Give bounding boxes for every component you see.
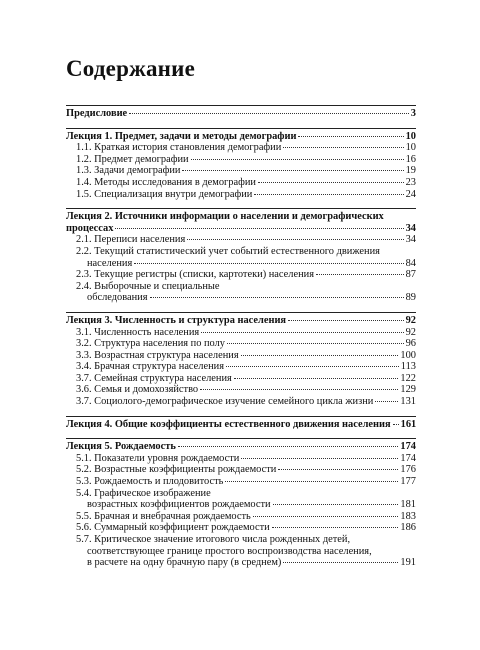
- toc-entry-lecture-page-number: 34: [405, 222, 416, 234]
- toc-entry-lecture-text-line: Лекция 2. Источники информации о населении и демографических: [66, 211, 384, 223]
- toc-entry-lecture-page-number: 92: [405, 314, 416, 326]
- toc-entry-subsection-page-number: 181: [400, 499, 416, 511]
- toc-entry-subsection-title: 1.3. Задачи демографии: [76, 165, 181, 177]
- toc-entry-subsection-title: 5.2. Возрастные коэффициенты рождаемости: [76, 464, 277, 476]
- dot-leader: [200, 389, 398, 390]
- toc-entry-preface-title: Предисловие: [66, 108, 128, 119]
- toc-entry-subsection[interactable]: [66, 258, 416, 270]
- toc-entry-subsection[interactable]: [66, 338, 416, 350]
- toc-entry-subsection[interactable]: [66, 292, 416, 304]
- dot-leader: [298, 136, 403, 137]
- dot-leader: [150, 297, 404, 298]
- dot-leader: [278, 469, 398, 470]
- toc-entry-subsection[interactable]: [66, 269, 416, 281]
- toc-entry-subsection-page-number: 129: [400, 384, 416, 396]
- toc-entry-lecture-page-number: 161: [400, 418, 417, 430]
- toc-entry-subsection[interactable]: [66, 350, 416, 362]
- toc-entry-subsection-page-number: 24: [405, 188, 416, 200]
- toc-entry-subsection[interactable]: [66, 384, 416, 396]
- dot-leader: [201, 332, 403, 333]
- toc-entry-subsection-title: в расчете на одну брачную пару (в среднем): [87, 557, 282, 569]
- dot-leader: [375, 401, 398, 402]
- toc-entry-subsection-title: 3.4. Брачная структура населения: [76, 361, 224, 373]
- toc-entry-lecture[interactable]: [66, 419, 416, 431]
- toc-entry-subsection-page-number: 92: [405, 326, 416, 338]
- toc-entry-lecture-title: Лекция 5. Рождаемость: [66, 441, 176, 453]
- dot-leader: [187, 239, 403, 240]
- toc-entry-subsection-page-number: 177: [400, 476, 416, 488]
- page-title: Содержание: [66, 56, 195, 81]
- toc-entry-subsection-title: 5.6. Суммарный коэффициент рождаемости: [76, 522, 270, 534]
- toc-entry-lecture[interactable]: [66, 223, 416, 235]
- toc-entry-subsection-title: 1.2. Предмет демографии: [76, 153, 189, 165]
- toc-entry-subsection-page-number: 16: [405, 153, 416, 165]
- toc-entry-subsection[interactable]: [66, 557, 416, 569]
- toc-entry-subsection-page-number: 183: [400, 510, 416, 522]
- dot-leader: [178, 446, 399, 447]
- toc-entry-subsection[interactable]: [66, 511, 416, 523]
- toc-entry-subsection-title: 5.3. Рождаемость и плодовитость: [76, 476, 224, 488]
- toc-entry-subsection-page-number: 186: [400, 522, 416, 534]
- toc-entry-subsection-title: 1.4. Методы исследования в демографии: [76, 176, 256, 188]
- toc-entry-preface-page-number: 3: [410, 108, 416, 119]
- toc-entry-subsection-title: 3.1. Численность населения: [76, 326, 200, 338]
- toc-entry-subsection-page-number: 10: [405, 142, 416, 154]
- toc-entry-lecture-title: Лекция 3. Численность и структура населения: [66, 314, 287, 326]
- toc-entry-subsection-title: 3.7. Семейная структура населения: [76, 372, 232, 384]
- toc-entry-subsection-page-number: 176: [400, 464, 416, 476]
- dot-leader: [316, 274, 404, 275]
- toc-entry-subsection-title: обследования: [87, 292, 148, 304]
- toc-entry-subsection-title: 2.3. Текущие регистры (списки, картотеки) населения: [76, 269, 314, 281]
- toc-section-lecture: [66, 439, 416, 577]
- toc-entry-subsection-page-number: 100: [400, 349, 416, 361]
- toc-entry-subsection-page-number: 131: [400, 396, 416, 408]
- toc-entry-subsection-title: 5.1. Показатели уровня рождаемости: [76, 452, 240, 464]
- toc-section-lecture: [66, 313, 416, 416]
- toc-entry-subsection[interactable]: [66, 142, 416, 154]
- toc-entry-lecture-page-number: 10: [405, 130, 416, 142]
- dot-leader: [393, 424, 399, 425]
- toc-section-lecture: [66, 209, 416, 312]
- toc-entry-lecture[interactable]: [66, 131, 416, 143]
- dot-leader: [241, 458, 398, 459]
- toc-entry-lecture-title: Лекция 1. Предмет, задачи и методы демографии: [66, 130, 297, 142]
- dot-leader: [134, 263, 403, 264]
- toc-entry-lecture[interactable]: [66, 441, 416, 453]
- toc-entry-subsection-text-line: 5.7. Критическое значение итогового числа рожденных детей,: [76, 534, 351, 545]
- dot-leader: [129, 113, 409, 114]
- toc-entry-preface[interactable]: [66, 108, 416, 120]
- toc-entry-subsection-text-line: 5.4. Графическое изображение: [76, 487, 211, 499]
- toc-entry-subsection-page-number: 191: [400, 557, 416, 569]
- dot-leader: [272, 527, 399, 528]
- toc-entry-subsection-title: возрастных коэффициентов рождаемости: [87, 499, 271, 511]
- toc-entry-subsection-text-line: соответствующее границе простого воспроизводства населения,: [87, 545, 372, 557]
- toc-entry-subsection[interactable]: [66, 154, 416, 166]
- toc-entry-subsection-page-number: 23: [405, 176, 416, 188]
- toc-entry-lecture[interactable]: [66, 315, 416, 327]
- toc-section-lecture: [66, 129, 416, 209]
- dot-leader: [254, 194, 403, 195]
- dot-leader: [283, 147, 403, 148]
- dot-leader: [226, 366, 399, 367]
- toc-entry-subsection[interactable]: [66, 396, 416, 408]
- toc-entry-lecture-title: процессах: [66, 222, 114, 234]
- dot-leader: [283, 562, 398, 563]
- toc-entry-subsection-page-number: 122: [400, 372, 416, 384]
- toc-entry-subsection[interactable]: [66, 453, 416, 465]
- dot-leader: [234, 378, 399, 379]
- toc-entry-subsection-title: 3.2. Структура населения по полу: [76, 338, 225, 350]
- toc-entry-subsection-page-number: 87: [405, 269, 416, 281]
- toc-entry-subsection-title: населения: [87, 257, 133, 269]
- toc-entry-subsection[interactable]: [66, 464, 416, 476]
- dot-leader: [241, 355, 399, 356]
- toc-entry-subsection-title: 2.1. Переписи населения: [76, 234, 186, 246]
- toc-entry-subsection-page-number: 34: [405, 234, 416, 246]
- dot-leader: [288, 320, 404, 321]
- toc-entry-lecture-title: Лекция 4. Общие коэффициенты естественного движения населения: [66, 418, 391, 430]
- toc-entry-subsection-page-number: 113: [400, 361, 416, 373]
- toc-entry-subsection[interactable]: [66, 373, 416, 385]
- toc-entry-subsection[interactable]: [66, 327, 416, 339]
- toc-entry-subsection-text-line: 2.2. Текущий статистический учет событий естественного движения: [76, 245, 380, 257]
- toc-section-lecture: [66, 417, 416, 439]
- toc-entry-subsection-title: 1.5. Специализация внутри демографии: [76, 188, 253, 200]
- dot-leader: [182, 170, 403, 171]
- toc-entry-lecture-page-number: 174: [400, 441, 416, 453]
- toc-entry-subsection[interactable]: [66, 361, 416, 373]
- toc-entry-subsection-title: 3.7. Социолого-демографическое изучение семейного цикла жизни: [76, 396, 374, 408]
- toc-entry-subsection-page-number: 96: [405, 338, 416, 350]
- toc-entry-subsection-page-number: 174: [400, 452, 416, 464]
- toc-entry-subsection-page-number: 84: [405, 257, 416, 269]
- toc-entry-subsection[interactable]: [66, 177, 416, 189]
- dot-leader: [258, 182, 404, 183]
- table-of-contents: [66, 105, 416, 577]
- toc-entry-subsection-title: 1.1. Краткая история становления демографии: [76, 142, 282, 154]
- toc-entry-subsection[interactable]: [66, 189, 416, 201]
- toc-entry-subsection-title: 5.5. Брачная и внебрачная рождаемость: [76, 510, 251, 522]
- toc-entry-subsection[interactable]: [66, 499, 416, 511]
- toc-entry-subsection-page-number: 19: [405, 165, 416, 177]
- dot-leader: [227, 343, 404, 344]
- toc-entry-subsection[interactable]: [66, 234, 416, 246]
- dot-leader: [115, 228, 403, 229]
- toc-entry-subsection[interactable]: [66, 165, 416, 177]
- toc-entry-subsection[interactable]: [66, 476, 416, 488]
- toc-entry-subsection-title: 3.6. Семья и домохозяйство: [76, 384, 199, 396]
- dot-leader: [225, 481, 398, 482]
- dot-leader: [273, 504, 399, 505]
- toc-entry-subsection-page-number: 89: [405, 292, 416, 304]
- dot-leader: [253, 516, 399, 517]
- toc-entry-subsection[interactable]: [66, 522, 416, 534]
- toc-entry-subsection-text-line: 2.4. Выборочные и специальные: [76, 280, 220, 292]
- toc-section-preface: [66, 106, 416, 128]
- dot-leader: [191, 159, 404, 160]
- toc-entry-subsection-title: 3.3. Возрастная структура населения: [76, 349, 239, 361]
